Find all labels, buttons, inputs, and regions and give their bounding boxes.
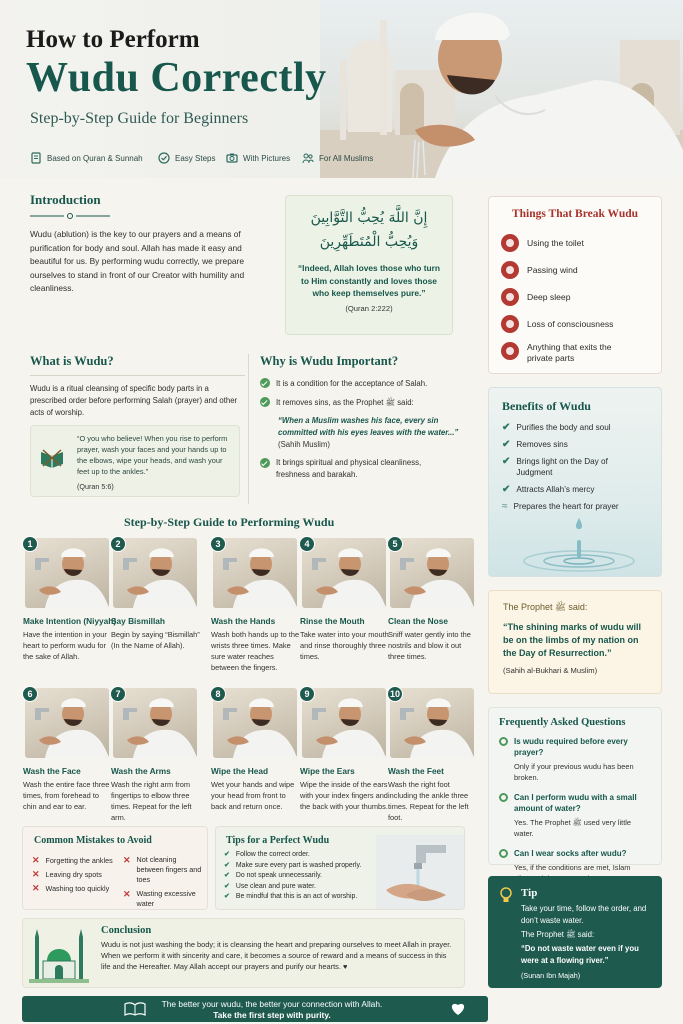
lightbulb-icon	[499, 886, 513, 904]
people-icon	[302, 152, 314, 164]
step-title: Wipe the Ears	[300, 766, 355, 776]
why-heading: Why is Wudu Important?	[260, 354, 399, 368]
person-washing-illustration	[113, 538, 197, 608]
tip-ref: (Sunan Ibn Majah)	[521, 971, 581, 980]
person-washing-illustration	[302, 688, 386, 758]
mistake-item: ✕ Wasting excessive water	[123, 889, 196, 908]
x-icon: ✕	[123, 855, 131, 865]
step-title: Wash the Feet	[388, 766, 444, 776]
footer-banner	[22, 996, 488, 1022]
step-description: Have the intention in your heart to perform wudu for the sake of Allah.	[23, 630, 107, 661]
book-icon	[30, 152, 42, 164]
tip-label: The Prophet ﷺ said:	[521, 930, 595, 939]
mistake-item: ✕ Washing too quickly	[32, 883, 110, 893]
step-image	[302, 688, 386, 758]
conclusion-heading: Conclusion	[101, 925, 152, 936]
benefit-item: ✔ Brings light on the Day of Judgment	[502, 456, 608, 477]
title-line2: Wudu Correctly	[26, 55, 327, 101]
faq-question[interactable]: Can I perform wudu with a small amount of water?	[499, 792, 651, 814]
footer-line2: Take the first step with purity.	[213, 1009, 331, 1020]
step-image	[213, 688, 297, 758]
step-number-badge: 4	[299, 536, 315, 552]
what-text: Wudu is a ritual cleansing of specific body parts in a prescribed order before performing Salah (prayer) and other acts of worship.	[30, 384, 238, 417]
x-icon: ✕	[32, 869, 40, 879]
wave-icon: ≈	[502, 501, 508, 512]
step-title: Wash the Arms	[111, 766, 171, 776]
faq-heading: Frequently Asked Questions	[499, 717, 626, 728]
faq-card	[488, 707, 662, 872]
open-book-icon	[124, 1002, 146, 1016]
tip-card	[488, 876, 662, 988]
why-point: It removes sins, as the Prophet ﷺ said:	[260, 396, 475, 409]
step-number-badge: 1	[22, 536, 38, 552]
arabic-ayah: إِنَّ اللَّهَ يُحِبُّ التَّوَّابِينَ وَيُحِبُّ الْمُتَطَهِّرِينَ	[310, 210, 428, 250]
benefits-card	[488, 387, 662, 577]
drop-icon	[501, 342, 519, 360]
step-description: Wash both hands up to the wrists three times. Make sure water reaches between the fingers.	[211, 630, 300, 672]
bullet-circle-icon	[499, 737, 508, 746]
person-washing-illustration	[213, 688, 297, 758]
check-icon	[260, 378, 270, 388]
conclusion-card	[22, 918, 465, 988]
break-item: Using the toilet	[501, 234, 661, 252]
benefit-item: ✔ Attracts Allah’s mercy	[502, 484, 595, 495]
step-image	[390, 688, 474, 758]
breaks-heading: Things That Break Wudu	[511, 208, 639, 220]
introduction-section	[30, 192, 270, 226]
feature-pictures	[226, 152, 290, 164]
check-mark-icon: ✔	[224, 872, 230, 879]
quran-quote-ref: (Quran 5:6)	[77, 482, 114, 491]
camera-icon	[226, 152, 238, 164]
feature-label: For All Muslims	[319, 153, 374, 163]
prophet-hadith-card	[488, 590, 662, 694]
step-description: Wash the right arm from fingertips to elbow three times. Repeat for the left arm.	[111, 780, 192, 822]
check-circle-icon	[158, 152, 170, 164]
check-mark-icon: ✔	[224, 861, 230, 869]
feature-quran	[30, 152, 143, 164]
heart-speech-icon	[450, 1002, 466, 1016]
ayah-translation: “Indeed, Allah loves those who turn to Him constantly and loves those who keep themselves pure.”	[297, 263, 441, 298]
mistakes-heading: Common Mistakes to Avoid	[34, 835, 152, 846]
benefits-heading: Benefits of Wudu	[502, 399, 591, 413]
step-title: Clean the Nose	[388, 616, 448, 626]
step-title: Make Intention (Niyyah)	[23, 616, 117, 626]
mistake-item: ✕ Leaving dry spots	[32, 869, 102, 879]
breaks-wudu-card	[488, 196, 662, 374]
step-description: Take water into your mouth and rinse thoroughly three times.	[300, 630, 389, 661]
why-hadith: “When a Muslim washes his face, every sin committed with his eyes leaves with the water...” (Sahih Muslim)	[278, 416, 459, 449]
step-image	[390, 538, 474, 608]
benefit-item: ✔ Purifies the body and soul	[502, 422, 611, 433]
why-important-section	[260, 354, 475, 481]
tip-text: Take your time, follow the order, and don’t waste water.	[521, 904, 647, 925]
mistake-item: ✕ Forgetting the ankles	[32, 855, 113, 865]
faq-answer: Yes, if the conditions are met, Islam	[514, 863, 631, 872]
tips-heading: Tips for a Perfect Wudu	[226, 835, 330, 846]
mistake-item: ✕ Not cleaning between fingers and toes	[123, 855, 202, 884]
feature-label: With Pictures	[243, 153, 291, 163]
tip-item: ✔ Use clean and pure water.	[224, 882, 464, 893]
step-image	[113, 688, 197, 758]
person-washing-illustration	[25, 538, 109, 608]
step-number-badge: 3	[210, 536, 226, 552]
ornament-divider	[30, 211, 110, 221]
step-title: Wash the Face	[23, 766, 81, 776]
person-washing-illustration	[302, 538, 386, 608]
why-point: It is a condition for the acceptance of Salah.	[260, 377, 475, 390]
step-title: Rinse the Mouth	[300, 616, 365, 626]
person-washing-illustration	[390, 688, 474, 758]
step-title: Wipe the Head	[211, 766, 269, 776]
step-number-badge: 5	[387, 536, 403, 552]
step-description: Wet your hands and wipe your head from front to back and return once.	[211, 780, 295, 811]
tip-item: ✔ Follow the correct order.	[224, 850, 464, 861]
check-mark-icon: ✔	[502, 439, 511, 450]
break-item: Loss of consciousness	[501, 315, 661, 333]
faq-answer: Yes. The Prophet ﷺ used very little water.	[514, 818, 631, 838]
man-washing-image	[395, 0, 683, 178]
what-is-wudu-section	[30, 354, 245, 419]
water-ripple-image	[519, 516, 639, 576]
person-washing-illustration	[390, 538, 474, 608]
step-description: Begin by saying “Bismillah” (In the Name of Allah).	[111, 630, 200, 650]
feature-muslims	[302, 152, 373, 164]
tip-item: ✔ Do not speak unnecessarily.	[224, 871, 464, 882]
step-number-badge: 7	[110, 686, 126, 702]
intro-text: Wudu (ablution) is the key to our prayers and a means of purification for body and soul. Allah has made it easy and beautiful for us. By performing wudu correctly, we prepare ourselves to stand in front of our Creator with humility and cleanliness.	[30, 229, 245, 293]
step-number-badge: 8	[210, 686, 226, 702]
footer-line1: The better your wudu, the better your connection with Allah.	[161, 999, 383, 1009]
tip-item: ✔ Be mindful that this is an act of worship.	[224, 892, 464, 903]
check-mark-icon: ✔	[502, 484, 511, 495]
title-line1: How to Perform	[26, 26, 200, 53]
check-icon	[260, 397, 270, 407]
benefit-item: ≈ Prepares the heart for prayer	[502, 501, 619, 512]
toilet-icon	[501, 234, 519, 252]
step-title: Wash the Hands	[211, 616, 276, 626]
subtitle: Step-by-Step Guide for Beginners	[30, 110, 249, 127]
mistakes-card	[22, 826, 208, 910]
bullet-circle-icon	[499, 849, 508, 858]
check-mark-icon: ✔	[224, 882, 230, 890]
step-description: Sniff water gently into the nostrils and blow it out three times.	[388, 630, 471, 661]
check-mark-icon: ✔	[502, 456, 511, 467]
what-heading: What is Wudu?	[30, 354, 114, 368]
step-image	[25, 538, 109, 608]
wind-icon	[501, 261, 519, 279]
intro-heading: Introduction	[30, 192, 101, 207]
step-description: Wash the right foot including the ankle three times. Repeat for the left foot.	[388, 780, 469, 822]
step-number-badge: 6	[22, 686, 38, 702]
hero-banner	[0, 0, 683, 178]
step-number-badge: 9	[299, 686, 315, 702]
step-image	[213, 538, 297, 608]
step-title: Say Bismillah	[111, 616, 165, 626]
faq-question[interactable]: Can I wear socks after wudu?	[499, 848, 651, 859]
prophet-ref: (Sahih al-Bukhari & Muslim)	[503, 666, 598, 675]
x-icon: ✕	[123, 889, 131, 899]
feature-label: Based on Quran & Sunnah	[47, 153, 143, 163]
ayah-reference: (Quran 2:222)	[345, 303, 393, 313]
check-mark-icon: ✔	[502, 422, 511, 433]
step-number-badge: 10	[387, 686, 403, 702]
tip-quote: “Do not waste water even if you were at a flowing river.”	[521, 944, 639, 965]
step-image	[25, 688, 109, 758]
check-mark-icon: ✔	[224, 851, 230, 858]
person-washing-illustration	[25, 688, 109, 758]
x-icon: ✕	[32, 883, 40, 893]
tip-heading: Tip	[521, 887, 538, 899]
faq-answer: Only if your previous wudu has been broken.	[514, 762, 634, 782]
unconscious-face-icon	[501, 315, 519, 333]
faucet-image	[376, 835, 464, 909]
prophet-quote: “The shining marks of wudu will be on the limbs of my nation on the Day of Resurrection.”	[503, 622, 642, 658]
x-icon: ✕	[32, 855, 40, 865]
person-washing-illustration	[113, 688, 197, 758]
step-number-badge: 2	[110, 536, 126, 552]
why-point: It brings spiritual and physical cleanliness, freshness and barakah.	[260, 457, 450, 481]
bed-icon	[501, 288, 519, 306]
quran-quote-card	[30, 425, 240, 497]
benefit-item: ✔ Removes sins	[502, 439, 568, 450]
break-item: Deep sleep	[501, 288, 661, 306]
faq-question[interactable]: Is wudu required before every prayer?	[499, 736, 651, 758]
mosque-icon	[29, 927, 89, 983]
person-washing-illustration	[213, 538, 297, 608]
step-image	[302, 538, 386, 608]
ayah-card	[285, 195, 453, 335]
break-item: Anything that exits the private parts	[501, 342, 661, 364]
tips-card	[215, 826, 465, 910]
tip-item: ✔ Make sure every part is washed properly.	[224, 861, 464, 872]
break-item: Passing wind	[501, 261, 661, 279]
guide-heading: Step-by-Step Guide to Performing Wudu	[124, 515, 335, 529]
conclusion-text: Wudu is not just washing the body; it is cleansing the heart and preparing ourselves to meet Allah in prayer. When we perform it with sincerity and care, it becomes a source of reward and a means of success in this life and the Hereafter. May Allah accept our prayers and purify our hearts. ♥	[101, 940, 452, 972]
step-description: Wipe the inside of the ears with your index fingers and the back with your thumbs.	[300, 780, 388, 811]
feature-steps	[158, 152, 215, 164]
quran-quote-text: “O you who believe! When you rise to perform prayer, wash your faces and your hands up to the elbows, wipe your heads, and wash your feet up to the ankles.”	[77, 434, 228, 476]
bullet-circle-icon	[499, 793, 508, 802]
quran-stand-icon	[39, 446, 65, 470]
step-description: Wash the entire face three times, from forehead to chin and ear to ear.	[23, 780, 110, 811]
step-image	[113, 538, 197, 608]
feature-label: Easy Steps	[175, 153, 216, 163]
prophet-label: The Prophet ﷺ said:	[503, 602, 588, 612]
check-mark-icon: ✔	[224, 893, 230, 900]
check-icon	[260, 458, 270, 468]
